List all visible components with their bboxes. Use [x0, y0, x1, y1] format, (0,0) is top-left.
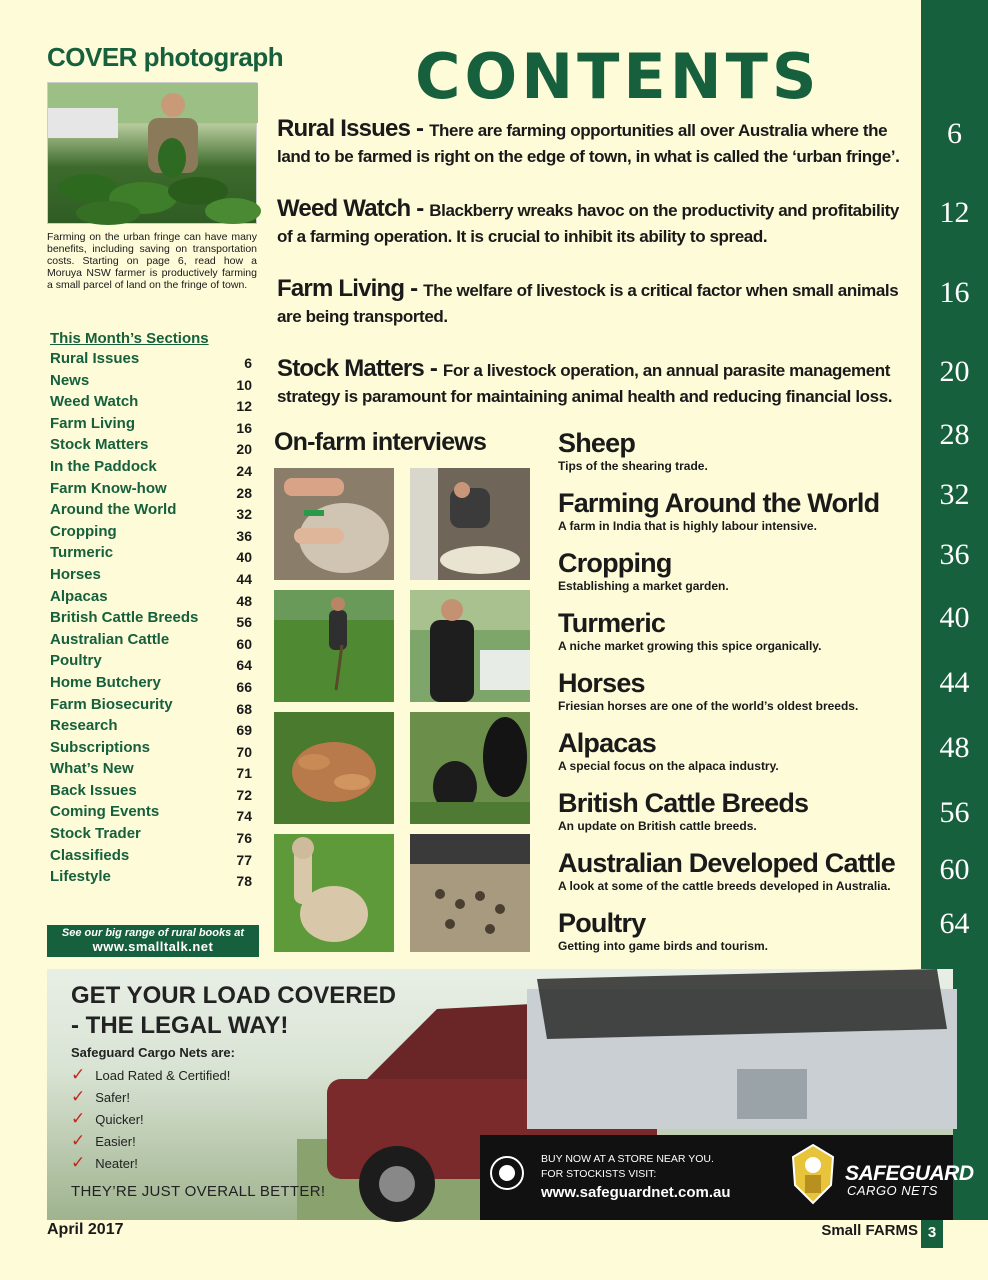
section-page: 6: [244, 355, 252, 371]
photo-turmeric-roots: [274, 712, 394, 824]
check-icon: ✓: [71, 1153, 86, 1172]
section-item[interactable]: [50, 631, 255, 653]
footer-date: April 2017: [47, 1221, 124, 1238]
sections-title: This Month’s Sections: [50, 330, 209, 347]
article-stock-matters[interactable]: [277, 356, 913, 410]
ad-benefit-text: Load Rated & Certified!: [95, 1068, 231, 1083]
article-text: The welfare of livestock is a critical factor when small animals are being transported.: [277, 281, 899, 326]
feature-desc: An update on British cattle breeds.: [558, 819, 757, 833]
ad-benefit: [71, 1153, 230, 1175]
article-page-number: 6: [947, 117, 962, 150]
ad-benefit-text: Neater!: [95, 1156, 138, 1171]
section-page: 74: [236, 808, 252, 825]
photo-sheep-drench: [274, 468, 394, 580]
section-label: Back Issues: [50, 781, 137, 799]
section-page: 69: [236, 722, 252, 739]
photo-friesian-horses: [410, 712, 530, 824]
books-promo-text: See our big range of rural books at: [61, 927, 245, 939]
knight-logo-icon: [785, 1141, 841, 1207]
feature-title: Farming Around the World: [558, 488, 880, 518]
article-page-number: 12: [939, 196, 970, 229]
section-page: 48: [236, 592, 252, 609]
section-label: News: [50, 371, 90, 389]
books-promo-url[interactable]: www.smalltalk.net: [92, 939, 214, 954]
article-rural-issues[interactable]: [277, 116, 913, 170]
feature-page-number: 40: [939, 601, 970, 634]
section-label: Alpacas: [50, 587, 108, 605]
feature-australian-developed-cattle[interactable]: [558, 848, 913, 894]
section-label: What’s New: [50, 760, 134, 778]
section-label: Weed Watch: [50, 393, 139, 411]
photo-alpaca: [274, 834, 394, 952]
feature-page-number: 36: [939, 538, 970, 571]
section-item[interactable]: [50, 544, 255, 566]
feature-title: Alpacas: [558, 728, 656, 758]
section-item[interactable]: [50, 847, 255, 869]
ad-url-link[interactable]: www.safeguardnet.com.au: [541, 1184, 731, 1201]
article-title: Farm Living -: [277, 275, 424, 302]
section-label: Stock Trader: [50, 825, 141, 843]
feature-desc: A niche market growing this spice organically.: [558, 639, 822, 653]
section-label: Around the World: [50, 501, 177, 519]
feature-title: Sheep: [558, 428, 636, 458]
section-label: Horses: [50, 565, 101, 583]
feature-poultry[interactable]: [558, 908, 913, 954]
ad-benefit-text: Quicker!: [95, 1112, 144, 1127]
ad-subheading: Safeguard Cargo Nets are:: [71, 1045, 235, 1060]
section-page: 36: [236, 527, 252, 544]
section-item[interactable]: [50, 760, 255, 782]
footer-magazine-name: Small FARMS: [821, 1222, 918, 1239]
section-label: Poultry: [50, 652, 102, 670]
article-page-number: 20: [939, 355, 970, 388]
sections-list: [50, 350, 255, 890]
section-page: 78: [236, 873, 252, 890]
ad-benefit: [71, 1065, 230, 1087]
article-farm-living[interactable]: [277, 276, 913, 330]
feature-desc: A special focus on the alpaca industry.: [558, 759, 779, 773]
ad-headline-line-1: GET YOUR LOAD COVERED: [71, 982, 396, 1009]
section-label: Coming Events: [50, 803, 160, 821]
feature-page-number: 44: [939, 666, 970, 699]
section-page: 32: [236, 506, 252, 523]
feature-desc: Friesian horses are one of the world’s oldest breeds.: [558, 699, 859, 713]
section-item[interactable]: [50, 458, 255, 480]
ad-buy-line-2: FOR STOCKISTS VISIT:: [541, 1168, 657, 1180]
ad-buy-now: [541, 1152, 714, 1182]
section-page: 71: [236, 765, 252, 782]
feature-page-number: 48: [939, 731, 970, 764]
ad-brand-name: SAFEGUARD: [845, 1162, 974, 1185]
cover-heading: COVER photograph: [47, 42, 284, 72]
photo-market-garden: [274, 590, 394, 702]
cover-photo: [47, 82, 257, 224]
ad-buy-line-1: BUY NOW AT A STORE NEAR YOU.: [541, 1153, 714, 1165]
section-page: 76: [236, 830, 252, 847]
section-label: Home Butchery: [50, 673, 161, 691]
section-label: British Cattle Breeds: [50, 609, 199, 627]
section-page: 70: [236, 743, 252, 760]
ad-headline: [71, 981, 396, 1041]
section-label: Farm Living: [50, 414, 136, 432]
section-label: Farm Know-how: [50, 479, 167, 497]
section-page: 56: [236, 614, 252, 631]
interviews-title: On-farm interviews: [274, 428, 487, 456]
section-page: 20: [236, 441, 252, 458]
feature-title: Poultry: [558, 908, 646, 938]
section-label: Australian Cattle: [50, 630, 170, 648]
section-label: Classifieds: [50, 846, 130, 864]
ad-benefit: [71, 1109, 230, 1131]
feature-desc: A look at some of the cattle breeds developed in Australia.: [558, 879, 891, 893]
section-page: 28: [236, 484, 252, 501]
ad-benefit: [71, 1131, 230, 1153]
feature-desc: A farm in India that is highly labour intensive.: [558, 519, 817, 533]
feature-sheep[interactable]: [558, 428, 913, 474]
section-item[interactable]: [50, 652, 255, 674]
section-page: 66: [236, 678, 252, 695]
books-promo[interactable]: [47, 925, 259, 957]
feature-british-cattle-breeds[interactable]: [558, 788, 913, 834]
section-item[interactable]: [50, 825, 255, 847]
feature-cropping[interactable]: [558, 548, 913, 594]
section-item[interactable]: [50, 415, 255, 437]
check-icon: ✓: [71, 1109, 86, 1128]
feature-page-number: 32: [939, 478, 970, 511]
section-page: 77: [236, 851, 252, 868]
section-page: 24: [236, 462, 252, 479]
section-label: Stock Matters: [50, 436, 149, 454]
section-item[interactable]: [50, 782, 255, 804]
feature-farming-around-the-world[interactable]: [558, 488, 913, 534]
ad-benefit: [71, 1087, 230, 1109]
feature-desc: Tips of the shearing trade.: [558, 459, 708, 473]
section-page: 44: [236, 570, 252, 587]
section-page: 40: [236, 549, 252, 566]
section-label: Lifestyle: [50, 868, 111, 886]
section-label: In the Paddock: [50, 457, 157, 475]
feature-turmeric[interactable]: [558, 608, 913, 654]
section-label: Cropping: [50, 522, 117, 540]
section-label: Subscriptions: [50, 738, 151, 756]
feature-title: Horses: [558, 668, 645, 698]
section-item[interactable]: [50, 609, 255, 631]
photo-turmeric-farmer: [410, 590, 530, 702]
article-text: For a livestock operation, an annual parasite management strategy is paramount for maintaining animal health and reducing financial loss.: [277, 361, 893, 406]
safeguard-ad[interactable]: [47, 969, 974, 1220]
section-item[interactable]: [50, 436, 255, 458]
check-icon: ✓: [71, 1087, 86, 1106]
feature-page-number: 28: [939, 418, 970, 451]
feature-horses[interactable]: [558, 668, 913, 714]
feature-title: Turmeric: [558, 608, 666, 638]
ad-benefits-list: [71, 1065, 230, 1175]
certification-badge-icon: [489, 1155, 525, 1191]
article-text: Blackberry wreaks havoc on the productivity and profitability of a farming operation. It is crucial to inhibit its ability to spread.: [277, 201, 899, 246]
ad-benefit-text: Safer!: [95, 1090, 130, 1105]
section-item[interactable]: [50, 566, 255, 588]
cover-caption: Farming on the urban fringe can have many benefits, including saving on transportation costs. Starting on page 6, read how a Moruya NSW farmer is productively farming a small parcel of land on the fringe of town.: [47, 231, 257, 291]
article-page-number: 16: [939, 276, 970, 309]
section-item[interactable]: [50, 372, 255, 394]
section-item[interactable]: [50, 739, 255, 761]
section-item[interactable]: [50, 350, 255, 372]
feature-alpacas[interactable]: [558, 728, 913, 774]
section-item[interactable]: [50, 717, 255, 739]
ad-brand-sub: CARGO NETS: [847, 1183, 938, 1198]
section-label: Rural Issues: [50, 350, 140, 367]
contents-title: CONTENTS: [415, 40, 821, 113]
feature-page-number: 60: [939, 853, 970, 886]
section-item[interactable]: [50, 480, 255, 502]
section-item[interactable]: [50, 523, 255, 545]
section-page: 12: [236, 398, 252, 415]
article-weed-watch[interactable]: [277, 196, 913, 250]
section-item[interactable]: [50, 803, 255, 825]
feature-desc: Establishing a market garden.: [558, 579, 729, 593]
section-page: 68: [236, 700, 252, 717]
section-item[interactable]: [50, 696, 255, 718]
feature-title: Australian Developed Cattle: [558, 848, 895, 878]
section-item[interactable]: [50, 588, 255, 610]
section-page: 72: [236, 786, 252, 803]
ad-tagline: THEY’RE JUST OVERALL BETTER!: [71, 1183, 326, 1200]
feature-page-number: 64: [939, 907, 970, 940]
ad-headline-line-2: - THE LEGAL WAY!: [71, 1012, 289, 1039]
section-page: 16: [236, 419, 252, 436]
section-label: Turmeric: [50, 544, 114, 562]
section-page: 10: [236, 376, 252, 393]
article-title: Stock Matters -: [277, 355, 443, 382]
photo-game-birds: [410, 834, 530, 952]
ad-benefit-text: Easier!: [95, 1134, 136, 1149]
section-item[interactable]: [50, 868, 255, 890]
section-item[interactable]: [50, 674, 255, 696]
article-title: Weed Watch -: [277, 195, 430, 222]
check-icon: ✓: [71, 1131, 86, 1150]
section-page: 64: [236, 657, 252, 674]
feature-desc: Getting into game birds and tourism.: [558, 939, 769, 953]
feature-title: British Cattle Breeds: [558, 788, 809, 818]
feature-title: Cropping: [558, 548, 672, 578]
photo-shearing: [410, 468, 530, 580]
footer-page-number: 3: [921, 1220, 943, 1248]
check-icon: ✓: [71, 1065, 86, 1084]
section-page: 60: [236, 635, 252, 652]
section-item[interactable]: [50, 393, 255, 415]
section-item[interactable]: [50, 501, 255, 523]
section-label: Research: [50, 717, 118, 735]
feature-page-number: 56: [939, 796, 970, 829]
section-label: Farm Biosecurity: [50, 695, 173, 713]
article-title: Rural Issues -: [277, 115, 430, 142]
article-text: There are farming opportunities all over Australia where the land to be farmed is right on the edge of town, in what is called the ‘urban fringe’.: [277, 121, 900, 166]
